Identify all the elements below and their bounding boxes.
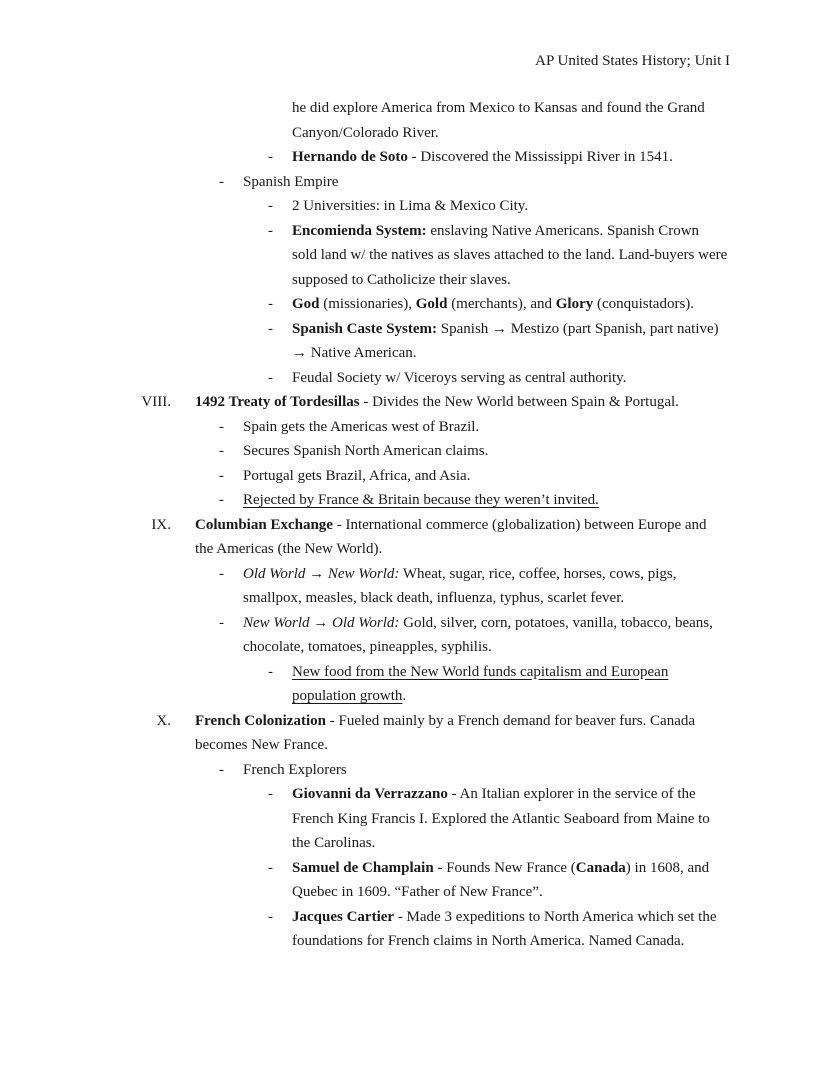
line-text: supposed to Catholicize their slaves. bbox=[292, 271, 511, 288]
bold-term: Hernando de Soto bbox=[292, 149, 408, 165]
line-text: foundations for French claims in North America. Named Canada. bbox=[292, 933, 685, 949]
outline-line-continuation bbox=[243, 586, 624, 611]
outline-line-continuation bbox=[292, 831, 375, 856]
outline-line bbox=[243, 758, 347, 783]
outline-line-continuation bbox=[195, 733, 328, 758]
bold-term: 1492 Treaty of Tordesillas bbox=[195, 394, 360, 410]
bullet-dash: - bbox=[268, 908, 273, 925]
line-text: ) in 1608, and bbox=[625, 859, 710, 876]
outline-line bbox=[243, 488, 599, 513]
bullet-dash: - bbox=[219, 467, 224, 484]
bold-term: God bbox=[292, 296, 320, 312]
outline-line-continuation bbox=[292, 243, 727, 268]
line-text: French Explorers bbox=[243, 761, 347, 778]
bullet-dash: - bbox=[219, 565, 224, 582]
outline-line bbox=[243, 464, 470, 489]
outline-line-continuation bbox=[292, 121, 439, 146]
outline-line bbox=[243, 415, 479, 440]
line-text: Rejected by France & Britain because they weren’t invited. bbox=[243, 492, 599, 508]
line-text: - International commerce (globalization) between Europe and bbox=[332, 516, 707, 533]
line-text: Spanish Empire bbox=[243, 173, 339, 190]
bullet-dash: - bbox=[219, 492, 224, 508]
outline-line bbox=[292, 366, 626, 391]
roman-numeral: VIII. bbox=[141, 394, 171, 410]
outline-line-continuation bbox=[292, 929, 684, 954]
bold-term: Encomienda System: bbox=[292, 222, 427, 239]
outline-line-continuation bbox=[292, 268, 511, 293]
outline-line-continuation bbox=[292, 341, 417, 366]
bullet-dash: - bbox=[268, 222, 273, 239]
outline-line bbox=[292, 905, 716, 930]
bold-term: Canada bbox=[575, 859, 626, 876]
line-text: population growth bbox=[292, 688, 403, 704]
outline-line bbox=[195, 709, 695, 734]
line-text: sold land w/ the natives as slaves attached to the land. Land-buyers were bbox=[292, 247, 728, 263]
line-text: becomes New France. bbox=[195, 737, 328, 753]
outline-line bbox=[243, 170, 338, 195]
bullet-dash: - bbox=[219, 418, 224, 435]
line-text: Canyon/Colorado River. bbox=[292, 124, 439, 141]
line-text: chocolate, tomatoes, pineapples, syphilis. bbox=[243, 639, 492, 655]
line-text: Gold, silver, corn, potatoes, vanilla, tobacco, beans, bbox=[399, 614, 713, 631]
italic-term: Old World → New World: bbox=[243, 565, 400, 582]
line-text: → Native American. bbox=[292, 345, 417, 361]
line-text: Spain gets the Americas west of Brazil. bbox=[243, 418, 480, 435]
bold-term: Columbian Exchange bbox=[195, 516, 333, 533]
bold-term: Jacques Cartier bbox=[292, 908, 395, 925]
bullet-dash: - bbox=[268, 859, 273, 876]
outline-line bbox=[292, 317, 719, 342]
line-text: (conquistadors). bbox=[593, 296, 695, 312]
line-text: Secures Spanish North American claims. bbox=[243, 443, 489, 459]
bold-term: Spanish Caste System: bbox=[292, 320, 438, 337]
bullet-dash: - bbox=[268, 296, 273, 312]
line-text: - Founds New France ( bbox=[433, 859, 576, 876]
line-text: . bbox=[402, 688, 407, 704]
line-text: Quebec in 1609. “Father of New France”. bbox=[292, 884, 543, 900]
outline-line-continuation bbox=[195, 537, 382, 562]
line-text: Portugal gets Brazil, Africa, and Asia. bbox=[243, 467, 471, 484]
line-text: - Fueled mainly by a French demand for beaver furs. Canada bbox=[325, 712, 696, 729]
bold-term: Gold bbox=[415, 296, 448, 312]
bullet-dash: - bbox=[219, 173, 224, 190]
bullet-dash: - bbox=[219, 614, 224, 631]
line-text: New food from the New World funds capitalism and European bbox=[292, 663, 669, 680]
line-text: the Americas (the New World). bbox=[195, 541, 383, 557]
bullet-dash: - bbox=[219, 761, 224, 778]
outline-line bbox=[292, 219, 699, 244]
outline-line bbox=[292, 145, 673, 170]
outline-line-continuation bbox=[292, 880, 543, 905]
outline-line bbox=[292, 782, 696, 807]
line-text: - Divides the New World between Spain & Portugal. bbox=[359, 394, 679, 410]
outline-line bbox=[292, 856, 709, 881]
line-text: (missionaries), bbox=[319, 296, 416, 312]
bullet-dash: - bbox=[268, 320, 273, 337]
outline-line bbox=[195, 390, 679, 415]
outline-line bbox=[243, 562, 677, 587]
outline-line bbox=[243, 611, 713, 636]
line-text: the Carolinas. bbox=[292, 835, 376, 851]
roman-numeral: IX. bbox=[151, 516, 171, 533]
outline-line-continuation bbox=[292, 807, 710, 832]
line-text: - Discovered the Mississippi River in 1541. bbox=[407, 149, 673, 165]
outline-line-continuation bbox=[292, 96, 705, 121]
outline-line bbox=[292, 292, 694, 317]
outline-line bbox=[292, 660, 668, 685]
bullet-dash: - bbox=[268, 369, 273, 386]
line-text: Wheat, sugar, rice, coffee, horses, cows, pigs, bbox=[399, 565, 677, 582]
bold-term: French Colonization bbox=[195, 712, 326, 729]
line-text: French King Francis I. Explored the Atlantic Seaboard from Maine to bbox=[292, 810, 710, 827]
bullet-dash: - bbox=[268, 198, 273, 214]
outline-line bbox=[292, 194, 528, 219]
line-text: he did explore America from Mexico to Kansas and found the Grand bbox=[292, 100, 705, 116]
line-text: Spanish → Mestizo (part Spanish, part native) bbox=[437, 320, 719, 337]
line-text: 2 Universities: in Lima & Mexico City. bbox=[292, 198, 529, 214]
italic-term: New World → Old World: bbox=[243, 614, 400, 631]
line-text: - Made 3 expeditions to North America which set the bbox=[394, 908, 717, 925]
line-text: Feudal Society w/ Viceroys serving as central authority. bbox=[292, 369, 627, 386]
bullet-dash: - bbox=[268, 786, 273, 802]
bold-term: Samuel de Champlain bbox=[292, 859, 434, 876]
bullet-dash: - bbox=[268, 149, 273, 165]
document-header: AP United States History; Unit I bbox=[535, 53, 730, 69]
outline-line bbox=[243, 439, 488, 464]
line-text: - An Italian explorer in the service of the bbox=[447, 786, 696, 802]
bold-term: Glory bbox=[555, 296, 594, 312]
bold-term: Giovanni da Verrazzano bbox=[292, 786, 448, 802]
outline-line-continuation bbox=[243, 635, 492, 660]
line-text: (merchants), and bbox=[447, 296, 556, 312]
outline-line-continuation bbox=[292, 684, 406, 709]
bullet-dash: - bbox=[268, 663, 273, 680]
bullet-dash: - bbox=[219, 443, 224, 459]
roman-numeral: X. bbox=[156, 712, 171, 729]
line-text: smallpox, measles, black death, influenza, typhus, scarlet fever. bbox=[243, 590, 625, 606]
outline-line bbox=[195, 513, 707, 538]
line-text: enslaving Native Americans. Spanish Crown bbox=[426, 222, 700, 239]
